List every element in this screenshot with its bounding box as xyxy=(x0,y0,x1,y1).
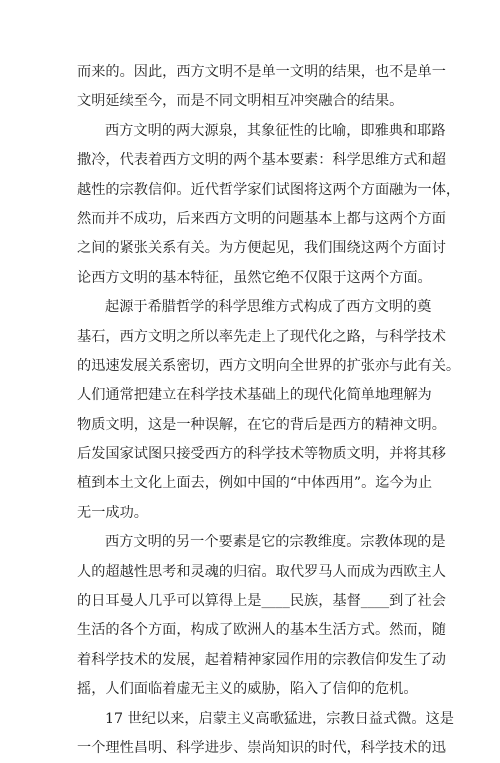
text-line: 物质文明，这是一种误解，在它的背后是西方的精神文明。 xyxy=(77,416,446,433)
paragraph-2 xyxy=(77,117,461,293)
text-line: 无一成功。 xyxy=(77,504,148,521)
text-line: 撒冷，代表着西方文明的两个基本要素：科学思维方式和超 xyxy=(77,152,446,169)
paragraph-1 xyxy=(77,58,446,117)
text-line: 基石，西方文明之所以率先走上了现代化之路，与科学技术 xyxy=(77,328,446,345)
text-line: 然而并不成功，后来西方文明的问题基本上都与这两个方面 xyxy=(77,210,446,227)
text-line: 后发国家试图只接受西方的科学技术等物质文明，并将其移 xyxy=(77,446,446,463)
text-line: 人的超越性思考和灵魂的归宿。取代罗马人而成为西欧主人 xyxy=(77,563,446,580)
text-line: 的日耳曼人几乎可以算得上是____民族，基督____到了社会 xyxy=(77,593,446,610)
text-line: 文明延续至今，而是不同文明相互冲突融合的结果。 xyxy=(77,93,404,110)
paragraph-3 xyxy=(77,293,461,528)
document-page xyxy=(77,58,461,763)
text-line: 17 世纪以来，启蒙主义高歌猛进，宗教日益式微。这是 xyxy=(105,710,454,727)
text-line: 摇，人们面临着虚无主义的威胁，陷入了信仰的危机。 xyxy=(77,681,418,698)
text-line: 而来的。因此，西方文明不是单一文明的结果，也不是单一 xyxy=(77,64,446,80)
text-line: 的迅速发展关系密切，西方文明向全世界的扩张亦与此有关。 xyxy=(77,357,461,374)
text-line: 人们通常把建立在科学技术基础上的现代化简单地理解为 xyxy=(77,387,432,404)
text-line: 西方文明的两大源泉，其象征性的比喻，即雅典和耶路 xyxy=(105,122,446,139)
text-line: 生活的各个方面，构成了欧洲人的基本生活方式。然而，随 xyxy=(77,622,446,639)
paragraph-4 xyxy=(77,528,446,704)
text-line: 越性的宗教信仰。近代哲学家们试图将这两个方面融为一体， xyxy=(77,181,461,198)
text-line: 着科学技术的发展，起着精神家园作用的宗教信仰发生了动 xyxy=(77,651,446,668)
text-line: 一个理性昌明、科学进步、崇尚知识的时代，科学技术的迅 xyxy=(77,739,446,756)
text-line: 之间的紧张关系有关。为方便起见，我们围绕这两个方面讨 xyxy=(77,240,446,257)
text-line: 西方文明的另一个要素是它的宗教维度。宗教体现的是 xyxy=(105,534,446,551)
text-line: 起源于希腊哲学的科学思维方式构成了西方文明的奠 xyxy=(105,299,432,316)
text-line: 植到本土文化上面去，例如中国的“中体西用”。迄今为止 xyxy=(77,475,433,492)
text-line: 论西方文明的基本特征，虽然它绝不仅限于这两个方面。 xyxy=(77,269,432,286)
paragraph-5 xyxy=(77,705,454,763)
